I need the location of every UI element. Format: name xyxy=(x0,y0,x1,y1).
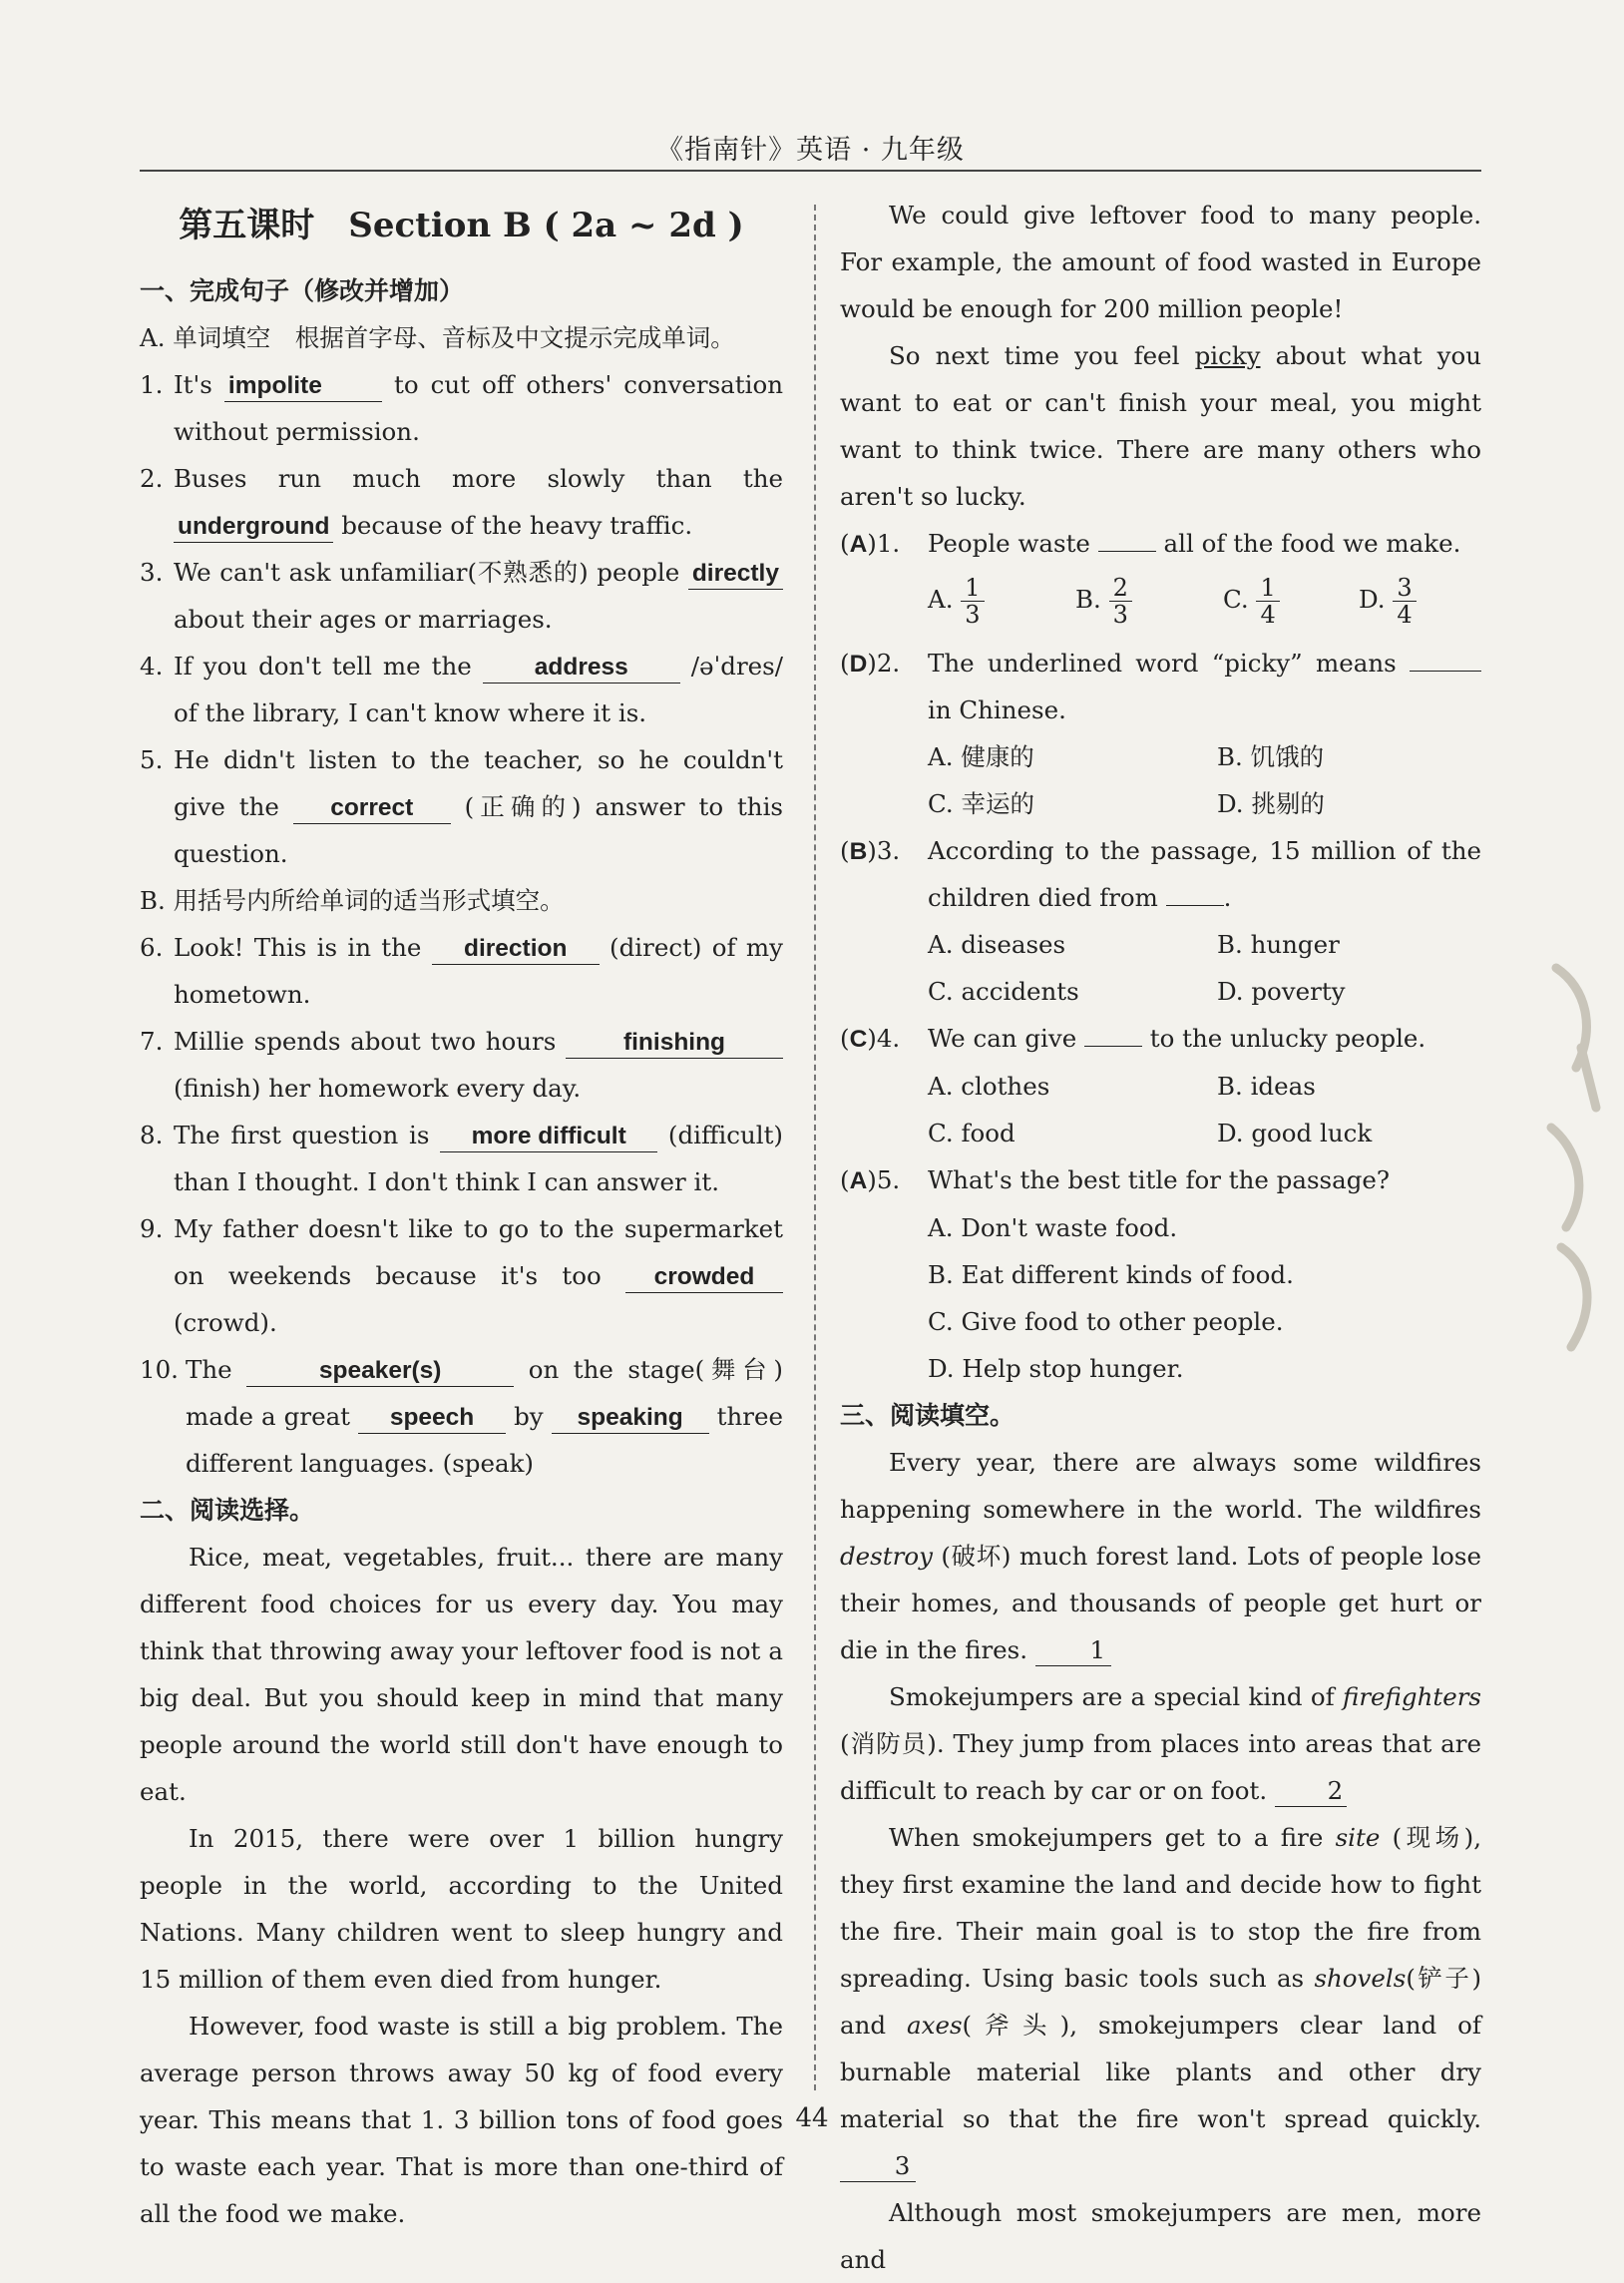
mc4-options xyxy=(840,1063,1481,1156)
question-number: 4. xyxy=(140,652,164,681)
question-1: 1. It's impolite to cut off others' conversation without permission. xyxy=(140,361,783,455)
blank-number: 3 xyxy=(840,2151,916,2182)
question-3: 3. We can't ask unfamiliar(不熟悉的) people directly about their ages or marriages. xyxy=(140,549,783,643)
answer-fill: underground xyxy=(174,512,333,543)
mc-question-4: (C)4. We can give to the unlucky people. xyxy=(840,1024,1426,1053)
question-9: 9. My father doesn't like to go to the supermarket on weekends because it's too crowded (crowd). xyxy=(140,1205,783,1346)
option-c: C. $\frac{1}{4}$ xyxy=(1223,568,1359,640)
answer-fill: crowded xyxy=(625,1262,783,1293)
page-header: 《指南针》英语 · 九年级 xyxy=(656,135,965,166)
question-number: 10. xyxy=(140,1355,179,1384)
margin-ink-mark xyxy=(1536,948,1616,1367)
option-b: B. $\frac{2}{3}$ xyxy=(1075,568,1223,640)
blank-number: 2 xyxy=(1275,1776,1347,1807)
mc1-options xyxy=(840,568,1481,640)
blank-line xyxy=(1098,551,1156,552)
option-b: B. ideas xyxy=(1217,1072,1316,1101)
mc-answer: A xyxy=(849,531,868,558)
option-d: D. $\frac{3}{4}$ xyxy=(1359,568,1478,640)
mc-question-1: (A)1. People waste all of the food we make. xyxy=(840,529,1461,558)
mc2-options xyxy=(840,733,1481,827)
option-b: B. Eat different kinds of food. xyxy=(928,1260,1294,1289)
part1-heading: 一、完成句子（修改并增加） xyxy=(140,276,465,305)
question-number: 5. xyxy=(140,745,164,774)
mc-answer: C xyxy=(849,1026,868,1053)
page-number: 44 xyxy=(795,2103,829,2133)
option-b: B. 饥饿的 xyxy=(1217,742,1325,771)
question-8: 8. The first question is more difficult (difficult) than I thought. I don't think I can answer it. xyxy=(140,1112,783,1205)
answer-fill: finishing xyxy=(566,1028,783,1059)
option-d: D. good luck xyxy=(1217,1119,1373,1147)
question-10: 10. The speaker(s) on the stage(舞台) made a great speech by speaking three different languages. (speak) xyxy=(140,1346,783,1487)
part1-sub-a: A. 单词填空 根据首字母、音标及中文提示完成单词。 xyxy=(140,323,735,352)
passage-paragraph: We could give leftover food to many people. For example, the amount of food wasted in Europe would be enough for 200 million people! xyxy=(840,201,1481,323)
column-divider xyxy=(814,205,816,2090)
answer-fill: directly xyxy=(688,559,783,590)
question-number: 6. xyxy=(140,933,164,962)
option-a: A. clothes xyxy=(928,1072,1050,1101)
option-c: C. 幸运的 xyxy=(928,789,1034,818)
mc-answer: D xyxy=(849,651,868,678)
mc5-options xyxy=(840,1204,1481,1392)
option-c: C. food xyxy=(928,1119,1015,1147)
question-number: 9. xyxy=(140,1214,164,1243)
question-number: 3. xyxy=(140,558,164,587)
header-rule xyxy=(140,170,1481,172)
answer-fill: direction xyxy=(432,934,600,965)
option-b: B. hunger xyxy=(1217,930,1340,959)
option-d: D. Help stop hunger. xyxy=(928,1354,1184,1383)
answer-fill: speech xyxy=(358,1403,506,1434)
passage-paragraph: In 2015, there were over 1 billion hungry people in the world, according to the United Nations. Many children went to sleep hungry and 15 million of them even died from hunger. xyxy=(140,1824,783,1994)
answer-fill: more difficult xyxy=(440,1122,657,1152)
underlined-word: picky xyxy=(1194,341,1261,370)
mc-answer: B xyxy=(849,838,868,865)
passage-paragraph: Rice, meat, vegetables, fruit... there are many different food choices for us every day. You may think that throwing away your leftover food is not a big deal. But you should keep in mind that many people around the world still don't have enough to eat. xyxy=(140,1543,783,1806)
left-column xyxy=(140,192,783,2237)
answer-fill: address xyxy=(483,653,680,684)
question-4: 4. If you don't tell me the address /əˈdres/ of the library, I can't know where it is. xyxy=(140,643,783,736)
lesson-title: 第五课时 Section B ( 2a ~ 2d ) xyxy=(179,206,744,245)
mc-question-5: (A)5. What's the best title for the passage? xyxy=(840,1165,1391,1194)
answer-fill: impolite xyxy=(224,371,382,402)
option-a: A. Don't waste food. xyxy=(928,1213,1178,1242)
answer-fill: speaking xyxy=(552,1403,709,1434)
passage-paragraph: When smokejumpers get to a fire site (现场), they first examine the land and decide how to fight the fire. Their main goal is to stop the fire from spreading. Using basic tools such as shovels(铲子) and axes(斧头), smokejumpers clear land of burnable material like plants and other dry material so that the fire won't spread quickly. 3 xyxy=(840,1823,1482,2180)
option-a: A. $\frac{1}{3}$ xyxy=(928,568,1075,640)
passage-paragraph: Every year, there are always some wildfires happening somewhere in the world. The wildfires destroy (破坏) much forest land. Lots of people lose their homes, and thousands of people get hurt or die in the fires. 1 xyxy=(840,1448,1481,1664)
mc-question-3: (B)3. According to the passage, 15 million of the children died from . xyxy=(840,836,1481,912)
right-column xyxy=(840,192,1481,2283)
option-a: A. diseases xyxy=(928,930,1066,959)
blank-line xyxy=(1084,1046,1142,1047)
question-number: 1. xyxy=(140,370,164,399)
question-2: 2. Buses run much more slowly than the underground because of the heavy traffic. xyxy=(140,455,783,549)
question-6: 6. Look! This is in the direction (direct) of my hometown. xyxy=(140,924,783,1018)
mc3-options xyxy=(840,921,1481,1015)
question-number: 8. xyxy=(140,1121,164,1149)
option-d: D. poverty xyxy=(1217,977,1346,1006)
answer-fill: speaker(s) xyxy=(246,1356,514,1387)
part3-heading: 三、阅读填空。 xyxy=(840,1401,1015,1430)
option-c: C. accidents xyxy=(928,977,1079,1006)
passage-paragraph: However, food waste is still a big problem. The average person throws away 50 kg of food every year. This means that 1. 3 billion tons of food goes to waste each year. That is more than one-third of all the food we make. xyxy=(140,2012,783,2228)
option-d: D. 挑剔的 xyxy=(1217,789,1325,818)
blank-number: 1 xyxy=(1035,1635,1111,1666)
passage-paragraph: So next time you feel picky about what you want to eat or can't finish your meal, you might want to think twice. There are many others who aren't so lucky. xyxy=(840,341,1481,511)
blank-line xyxy=(1166,905,1224,906)
passage-paragraph: Although most smokejumpers are men, more and xyxy=(840,2198,1481,2274)
mc-answer: A xyxy=(849,1167,868,1194)
blank-line xyxy=(1410,671,1481,672)
question-5: 5. He didn't listen to the teacher, so he couldn't give the correct (正确的) answer to this question. xyxy=(140,736,783,877)
part1-sub-b: B. 用括号内所给单词的适当形式填空。 xyxy=(140,886,565,915)
option-c: C. Give food to other people. xyxy=(928,1307,1284,1336)
option-a: A. 健康的 xyxy=(928,742,1034,771)
question-number: 2. xyxy=(140,464,164,493)
part2-heading: 二、阅读选择。 xyxy=(140,1496,315,1525)
question-7: 7. Millie spends about two hours finishing (finish) her homework every day. xyxy=(140,1018,783,1112)
answer-fill: correct xyxy=(293,793,451,824)
passage-paragraph: Smokejumpers are a special kind of firefighters (消防员). They jump from places into areas that are difficult to reach by car or on foot. 2 xyxy=(840,1682,1481,1805)
mc-question-2: (D)2. The underlined word “picky” means in Chinese. xyxy=(840,640,1481,733)
question-number: 7. xyxy=(140,1027,164,1056)
